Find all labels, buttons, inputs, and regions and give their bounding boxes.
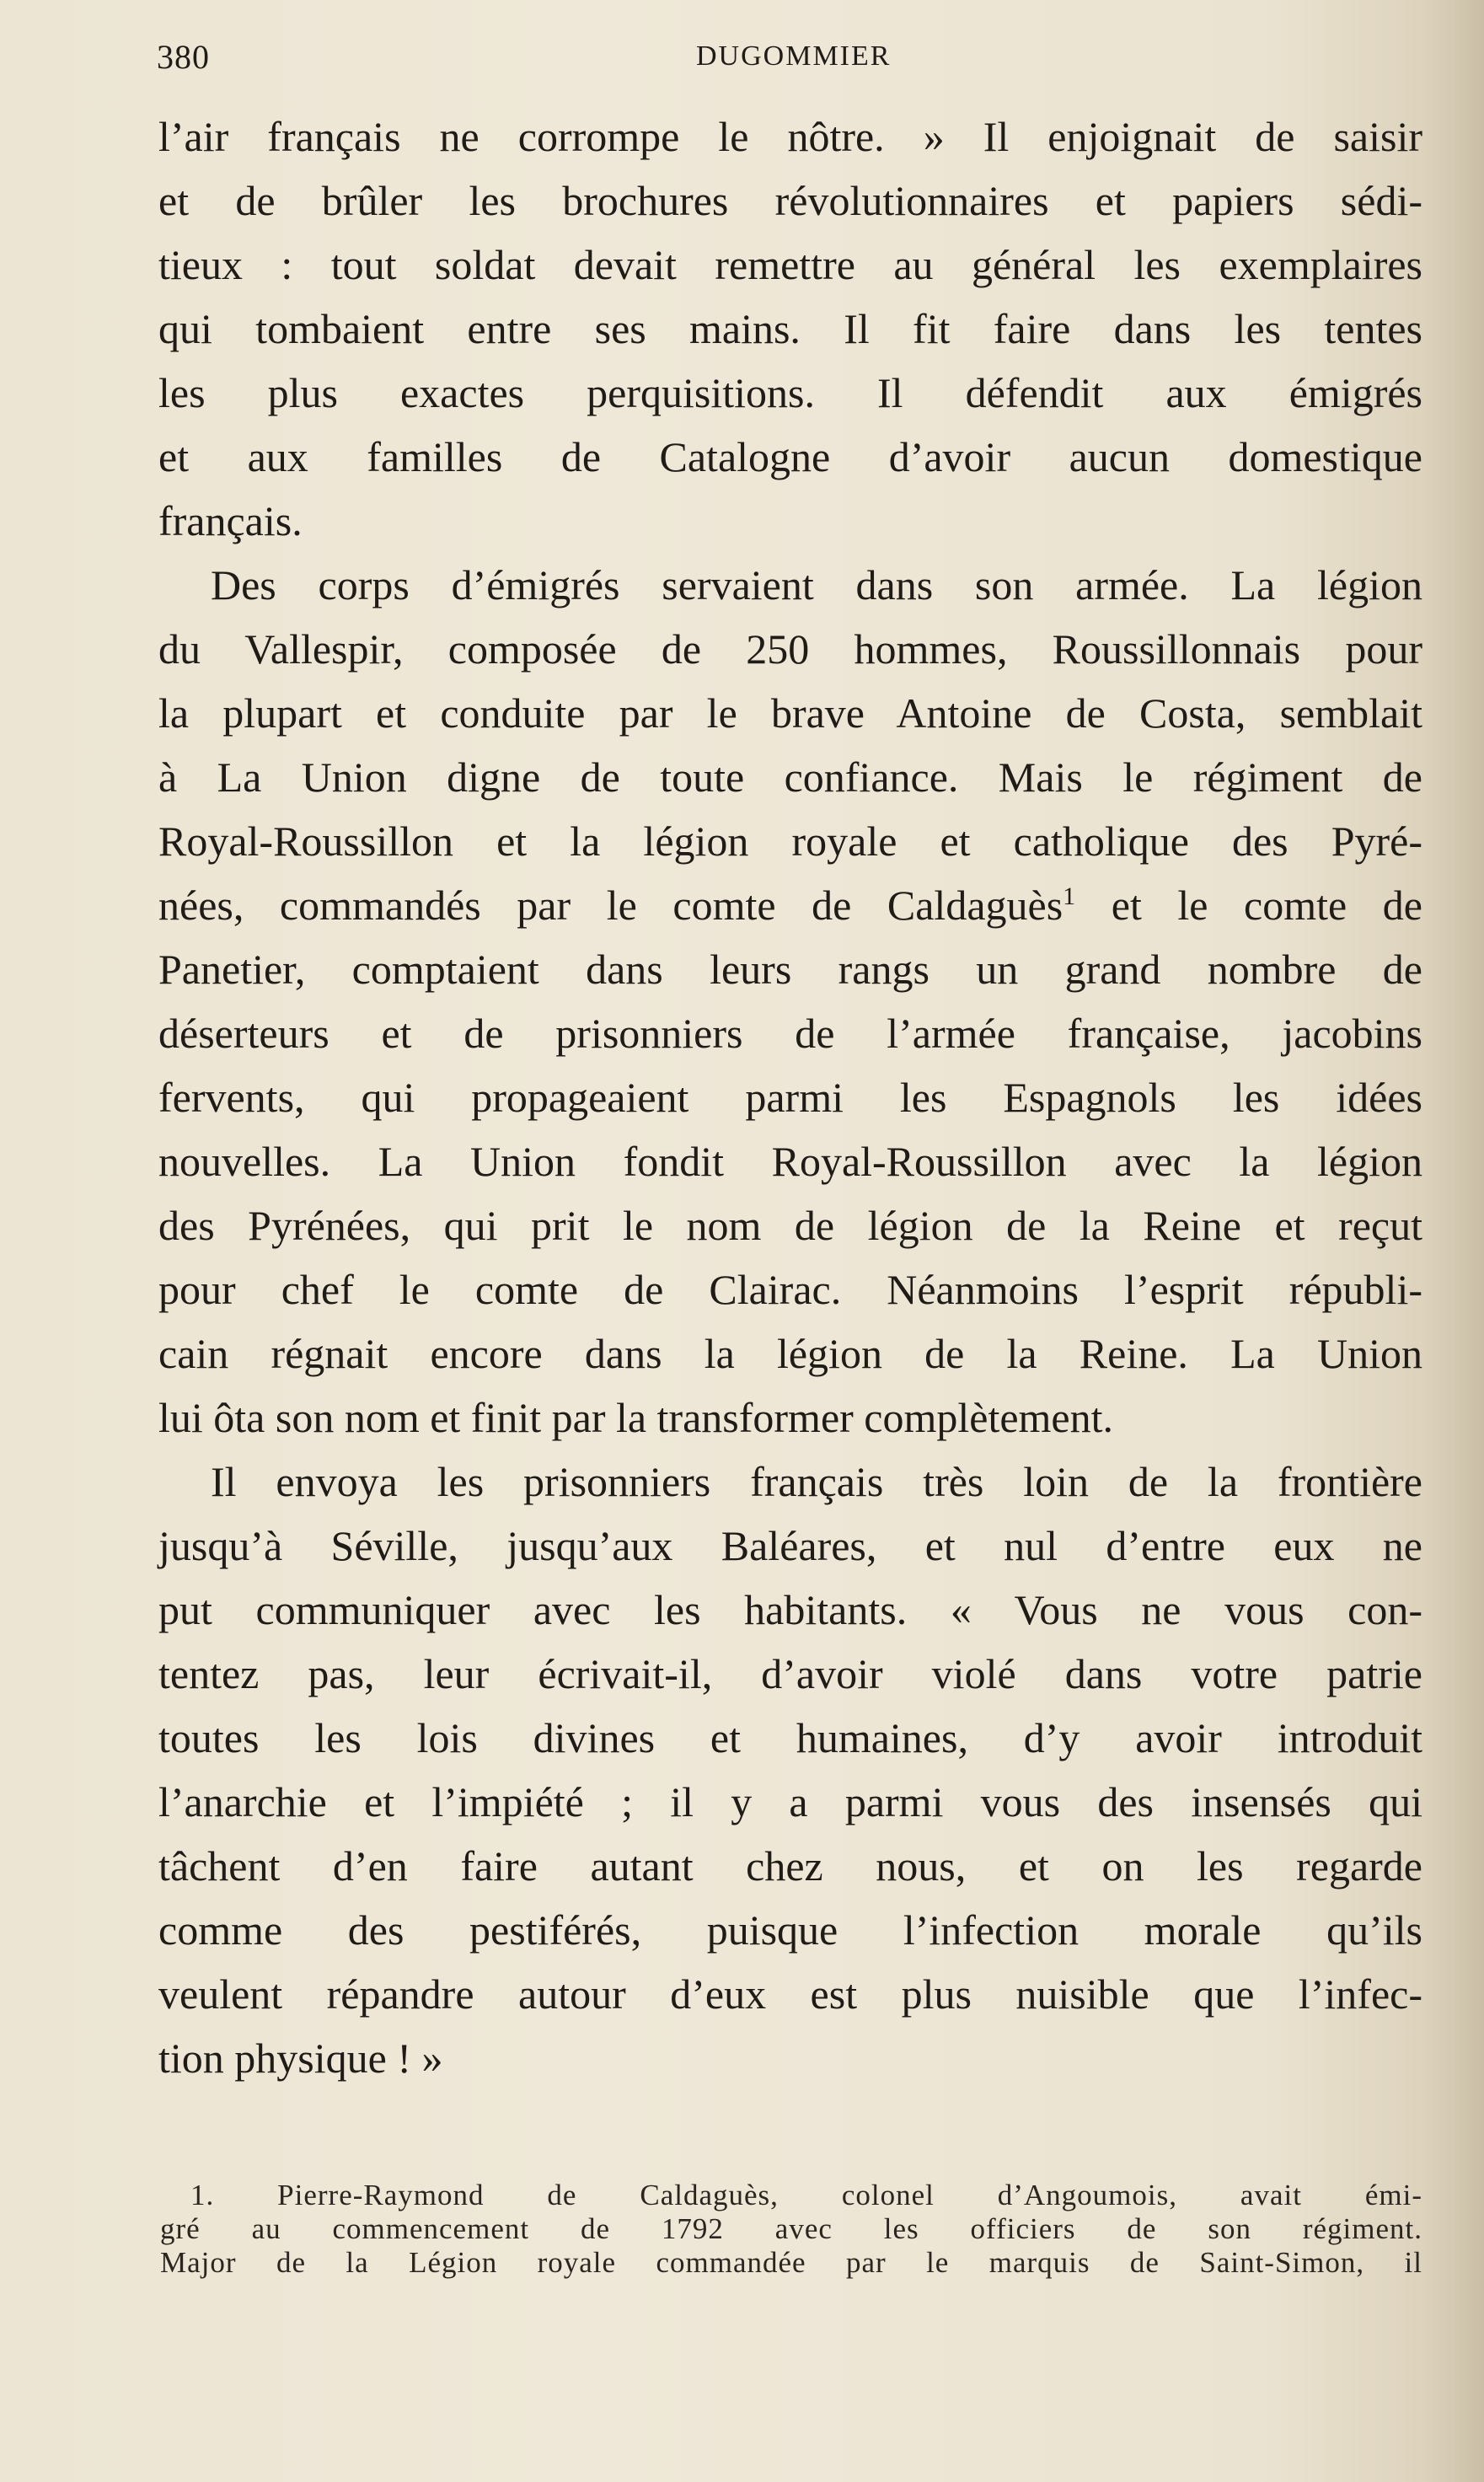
text-line: l’anarchie et l’impiété ; il y a parmi vous des insensés qui [158, 1778, 1422, 1825]
text-line: jusqu’à Séville, jusqu’aux Baléares, et nul d’entre eux ne [158, 1522, 1422, 1569]
footnote-marker[interactable]: 1 [1063, 882, 1076, 910]
text-line: put communiquer avec les habitants. « Vous ne vous con- [158, 1586, 1422, 1633]
text-line: français. [158, 497, 303, 544]
text-line: à La Union digne de toute confiance. Mais le régiment de [158, 753, 1422, 801]
text-line: qui tombaient entre ses mains. Il fit faire dans les tentes [158, 305, 1422, 352]
text-line: tentez pas, leur écrivait-il, d’avoir violé dans votre patrie [158, 1650, 1422, 1697]
text-line: du Vallespir, composée de 250 hommes, Roussillonnais pour [158, 625, 1422, 673]
text-segment: et le comte de [1075, 882, 1422, 929]
text-line: l’air français ne corrompe le nôtre. » Il enjoignait de saisir [158, 113, 1422, 160]
text-line: tieux : tout soldat devait remettre au général les exemplaires [158, 241, 1422, 288]
text-line [158, 873, 1422, 937]
footnote-line: Major de la Légion royale commandée par le marquis de Saint-Simon, il [160, 2246, 1422, 2279]
text-line: Il envoya les prisonniers français très loin de la frontière [211, 1458, 1422, 1505]
text-line: la plupart et conduite par le brave Antoine de Costa, semblait [158, 689, 1422, 737]
text-line: comme des pestiférés, puisque l’infection morale qu’ils [158, 1906, 1422, 1954]
body-text [158, 105, 1422, 2090]
text-line: toutes les lois divines et humaines, d’y avoir introduit [158, 1714, 1422, 1761]
text-line: veulent répandre autour d’eux est plus nuisible que l’infec- [158, 1970, 1422, 2018]
text-line: déserteurs et de prisonniers de l’armée française, jacobins [158, 1010, 1422, 1057]
text-line: lui ôta son nom et finit par la transformer complètement. [158, 1394, 1114, 1441]
running-title: DUGOMMIER [696, 40, 892, 72]
text-line: Panetier, comptaient dans leurs rangs un grand nombre de [158, 946, 1422, 993]
page-number: 380 [157, 38, 210, 76]
text-line: et de brûler les brochures révolutionnaires et papiers sédi- [158, 177, 1422, 224]
text-line: tion physique ! » [158, 2034, 443, 2082]
text-line: Des corps d’émigrés servaient dans son armée. La légion [211, 561, 1422, 608]
footnote-line: 1. Pierre-Raymond de Caldaguès, colonel d’Angoumois, avait émi- [190, 2179, 1422, 2211]
text-line: les plus exactes perquisitions. Il défendit aux émigrés [158, 369, 1422, 416]
text-line: nouvelles. La Union fondit Royal-Roussillon avec la légion [158, 1138, 1422, 1185]
text-line: pour chef le comte de Clairac. Néanmoins l’esprit républi- [158, 1266, 1422, 1313]
text-segment: nées, commandés par le comte de Caldaguès [158, 882, 1063, 929]
footnotes [160, 2179, 1422, 2280]
text-line: des Pyrénées, qui prit le nom de légion de la Reine et reçut [158, 1202, 1422, 1249]
text-line: tâchent d’en faire autant chez nous, et on les regarde [158, 1842, 1422, 1890]
text-line: fervents, qui propageaient parmi les Espagnols les idées [158, 1074, 1422, 1121]
text-line: et aux familles de Catalogne d’avoir aucun domestique [158, 433, 1422, 480]
running-head [157, 37, 1421, 88]
footnote-line: gré au commencement de 1792 avec les officiers de son régiment. [160, 2212, 1422, 2245]
text-line: cain régnait encore dans la légion de la Reine. La Union [158, 1330, 1422, 1377]
text-line: Royal-Roussillon et la légion royale et catholique des Pyré- [158, 818, 1422, 865]
